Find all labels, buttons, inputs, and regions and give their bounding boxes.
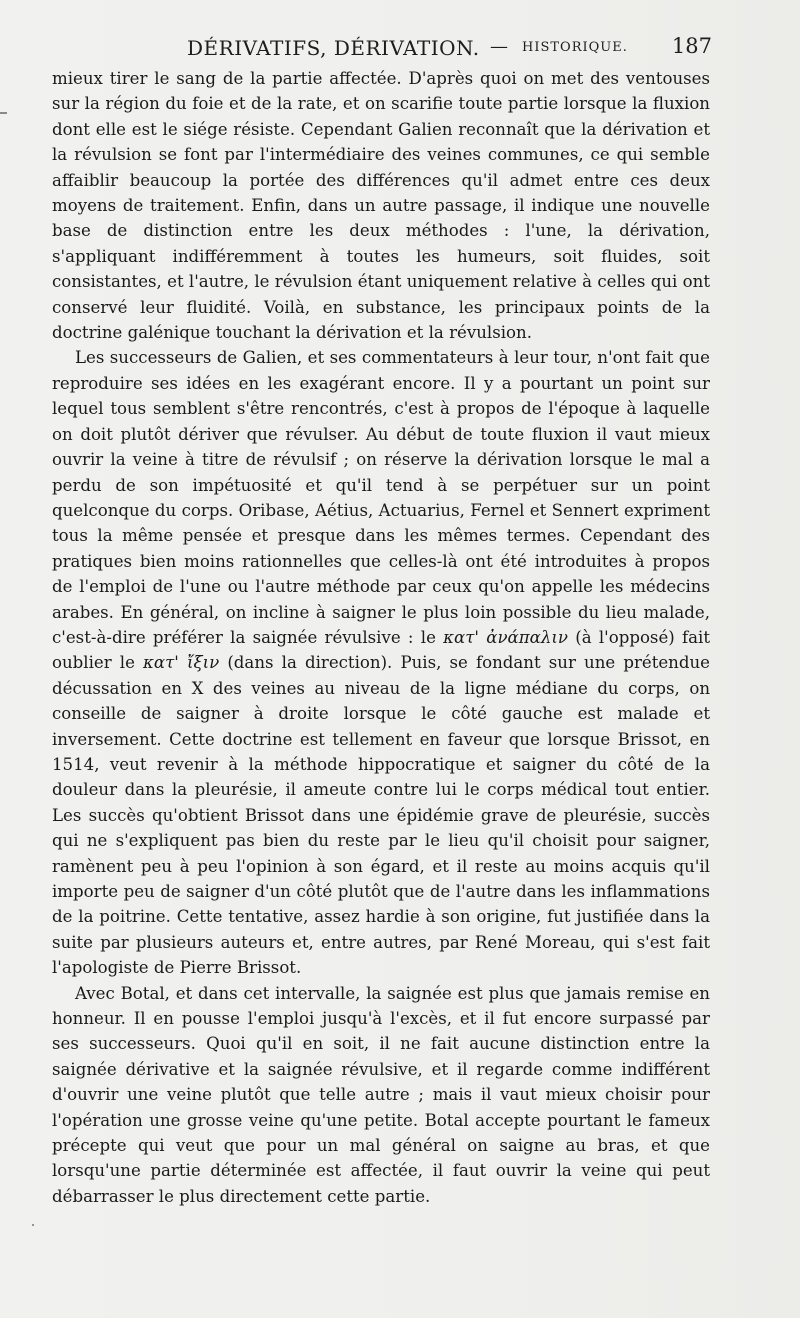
margin-dot <box>32 1224 34 1226</box>
paragraph-text: (à l'opposé) fait oublier le <box>52 627 711 673</box>
greek-term: κατ' ἴξιν <box>143 653 220 673</box>
running-head-separator: — <box>490 36 508 57</box>
running-head <box>52 26 712 66</box>
paragraph-3 <box>52 981 710 1210</box>
greek-term: κατ' ἀνάπαλιν <box>443 627 568 647</box>
body-text <box>52 66 710 1209</box>
page-number: 187 <box>671 34 712 58</box>
paragraph-2 <box>52 345 710 980</box>
paragraph-1 <box>52 66 710 345</box>
margin-mark <box>0 112 7 114</box>
paragraph-text: Les successeurs de Galien, et ses commentateurs à leur tour, n'ont fait que reproduire ses idées en les exagérant encore. Il y a pourtant un point sur lequel tous semblent s'être rencontrés, c'est à propos de l'époque à laquelle on doit plutôt dériver que révulser. Au début de toute fluxion il vaut mieux ouvrir la veine à titre de révulsif ; on réserve la dérivation lorsque le mal a perdu de son impétuosité et qu'il tend à se perpétuer sur un point quelconque du corps. Oribase, Aétius, Actuarius, Fernel et Sennert expriment tous la même pensée et presque dans les mêmes termes. Cependant des pratiques bien moins rationnelles que celles-là ont été introduites à propos de l'emploi de l'une ou l'autre méthode par ceux qu'on appelle les médecins arabes. En général, on incline à saigner le plus loin possible du lieu malade, c'est-à-dire préférer la saignée révulsive : le <box>52 348 710 647</box>
running-head-title: DÉRIVATIFS, DÉRIVATION. <box>187 36 480 60</box>
running-head-section: HISTORIQUE. <box>522 40 628 55</box>
paragraph-text: mieux tirer le sang de la partie affectée. D'après quoi on met des ventouses sur la région du foie et de la rate, et on scarifie toute partie lorsque la fluxion dont elle est le siége résiste. Cependant Galien reconnaît que la dérivation et la révulsion se font par l'intermédiaire des veines communes, ce qui semble affaiblir beaucoup la portée des différences qu'il admet entre ces deux moyens de traitement. Enfin, dans un autre passage, il indique une nouvelle base de distinction entre les deux méthodes : l'une, la dérivation, s'appliquant indifféremment à toutes les humeurs, soit fluides, soit consistantes, et l'autre, le révulsion étant uniquement relative à celles qui ont conservé leur fluidité. Voilà, en substance, les principaux points de la doctrine galénique touchant la dérivation et la révulsion. <box>52 69 710 343</box>
paragraph-text: Avec Botal, et dans cet intervalle, la saignée est plus que jamais remise en honneur. Il en pousse l'emploi jusqu'à l'excès, et il fut encore surpassé par ses successeurs. Quoi qu'il en soit, il ne fait aucune distinction entre la saignée dérivative et la saignée révulsive, et il regarde comme indifférent d'ouvrir une veine plutôt que telle autre ; mais il vaut mieux choisir pour l'opération une grosse veine qu'une petite. Botal accepte pourtant le fameux précepte qui veut que pour un mal général on saigne au bras, et que lorsqu'une partie déterminée est affectée, il faut ouvrir la veine qui peut débarrasser le plus directement cette partie. <box>52 983 710 1206</box>
paragraph-text: (dans la direction). Puis, se fondant sur une prétendue décussation en X des veines au niveau de la ligne médiane du corps, on conseille de saigner à droite lorsque le côté gauche est malade et inversement. Cette doctrine est tellement en faveur que lorsque Brissot, en 1514, veut revenir à la méthode hippocratique et saigner du côté de la douleur dans la pleurésie, il ameute contre lui le corps médical tout entier. Les succès qu'obtient Brissot dans une épidémie grave de pleurésie, succès qui ne s'expliquent pas bien du reste par le lieu qu'il choisit pour saigner, ramènent peu à peu l'opinion à son égard, et il reste au moins acquis qu'il importe peu de saigner d'un côté plutôt que de l'autre dans les inflammations de la poitrine. Cette tentative, assez hardie à son origine, fut justifiée dans la suite par plusieurs auteurs et, entre autres, par René Moreau, qui s'est fait l'apologiste de Pierre Brissot. <box>52 653 711 978</box>
